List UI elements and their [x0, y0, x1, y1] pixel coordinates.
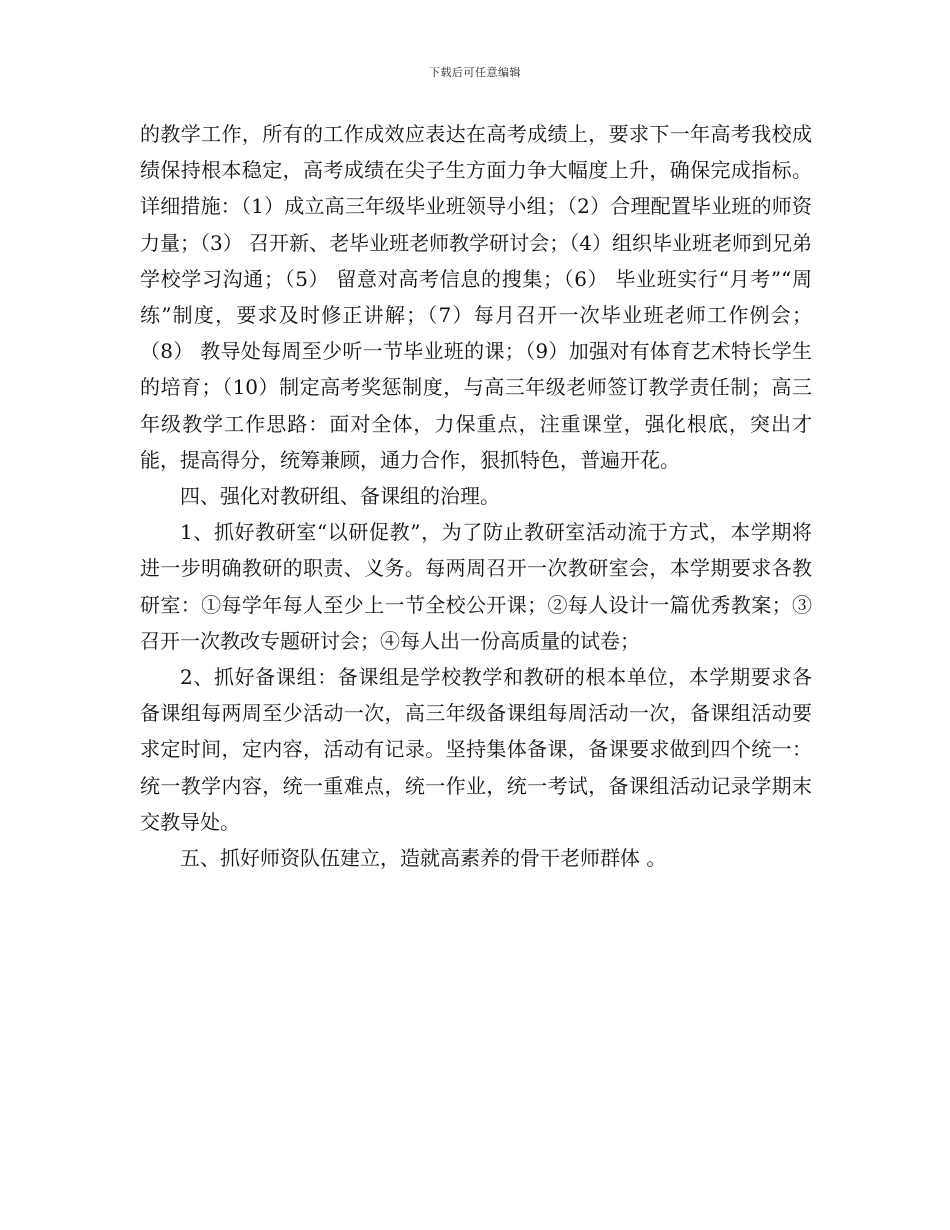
document-body	[140, 116, 812, 876]
section-heading-five: 五、抓好师资队伍建立，造就高素养的骨干老师群体 。	[180, 846, 667, 871]
paragraph-lesson-prep-group: 2、抓好备课组：备课组是学校教学和教研的根本单位，本学期要求各备课组每两周至少活动一次，高三年级备课组每周活动一次，备课组活动要求定时间，定内容，活动有记录。坚持集体备课，备课要求做到四个统一：统一教学内容，统一重难点，统一作业，统一考试，备课组活动记录学期末交教导处。	[140, 665, 812, 834]
section-heading-four: 四、强化对教研组、备课组的治理。	[180, 484, 500, 509]
paragraph-teaching-research: 1、抓好教研室“以研促教”，为了防止教研室活动流于方式，本学期将进一步明确教研的职责、义务。每两周召开一次教研室会，本学期要求各教研室：①每学年每人至少上一节全校公开课；②每人设计一篇优秀教案；③召开一次教改专题研讨会；④每人出一份高质量的试卷；	[140, 520, 812, 653]
page-header: 下载后可任意编辑	[429, 66, 521, 79]
paragraph-graduating-class-measures: 的教学工作，所有的工作成效应表达在高考成绩上，要求下一年高考我校成绩保持根本稳定，高考成绩在尖子生方面力争大幅度上升，确保完成指标。详细措施：（1）成立高三年级毕业班领导小组；（2）合理配置毕业班的师资力量；（3） 召开新、老毕业班老师教学研讨会；（4）组织毕业班老师到兄弟学校学习沟通；（5） 留意对高考信息的搜集；（6） 毕业班实行“月考”“周练”制度，要求及时修正讲解；（7）每月召开一次毕业班老师工作例会；（8） 教导处每周至少听一节毕业班的课；（9）加强对有体育艺术特长学生的培育；（10）制定高考奖惩制度，与高三年级老师签订教学责任制；高三年级教学工作思路：面对全体，力保重点，注重课堂，强化根底，突出才能，提高得分，统筹兼顾，通力合作，狠抓特色，普遍开花。	[140, 122, 812, 472]
